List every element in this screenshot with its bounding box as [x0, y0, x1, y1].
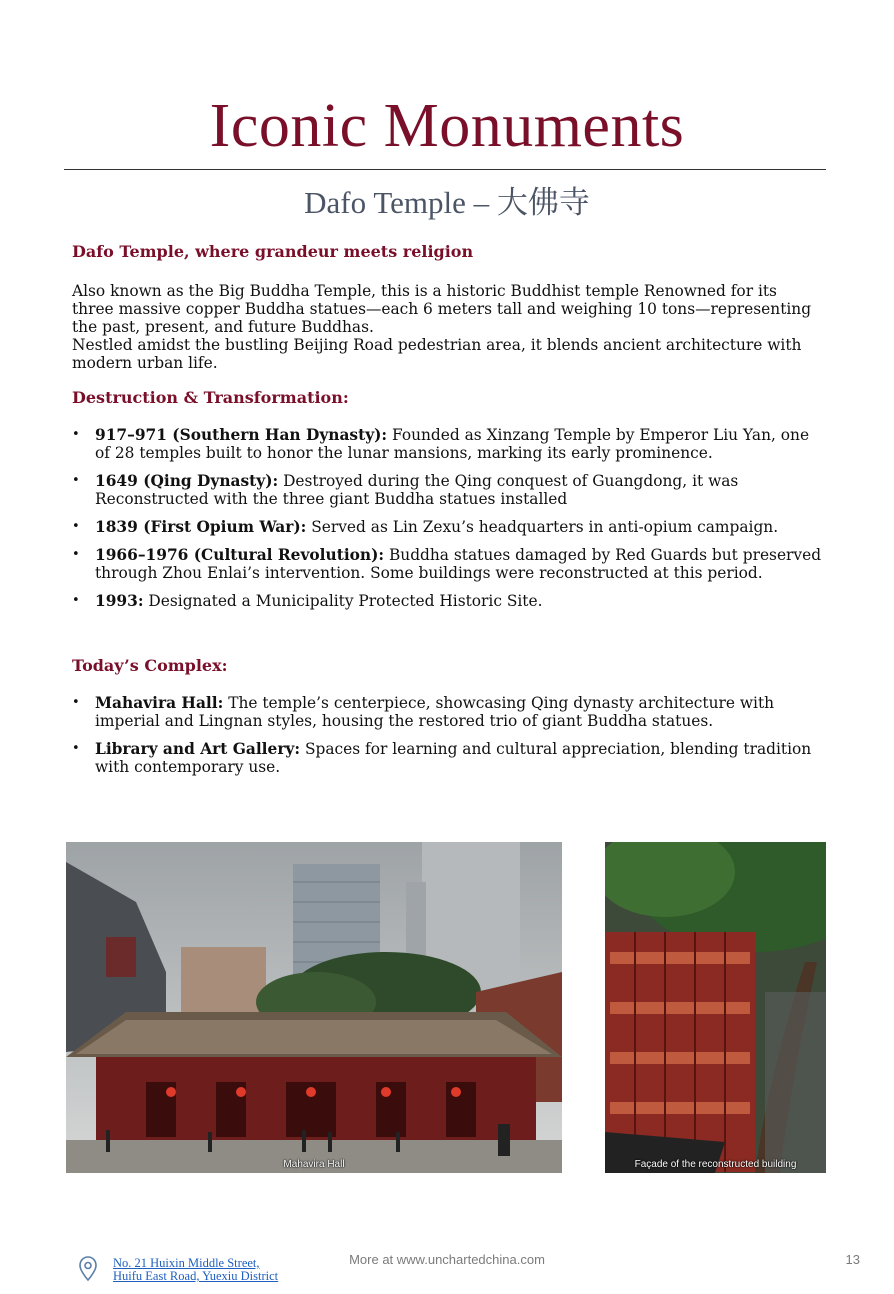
list-item — [72, 740, 822, 776]
facade-illustration — [605, 842, 826, 1173]
title-divider — [64, 169, 826, 170]
list-item — [72, 472, 822, 508]
item-bold: 1649 (Qing Dynasty): — [95, 472, 279, 490]
history-list — [72, 426, 822, 610]
item-bold: 1966–1976 (Cultural Revolution): — [95, 546, 385, 564]
item-text: Spaces for learning and cultural appreciation, blending tradition with contemporary use. — [95, 740, 812, 776]
item-text: Served as Lin Zexu’s headquarters in anti-opium campaign. — [306, 518, 779, 536]
main-content — [72, 240, 822, 786]
list-item — [72, 694, 822, 730]
item-bold: 917–971 (Southern Han Dynasty): — [95, 426, 388, 444]
item-bold: 1993: — [95, 592, 144, 610]
item-text: Founded as Xinzang Temple by Emperor Liu Yan, one of 28 temples built to honor the lunar mansions, marking its early prominence. — [95, 426, 810, 462]
list-item — [72, 592, 822, 610]
website-link[interactable]: More at www.unchartedchina.com — [349, 1252, 545, 1267]
list-item — [72, 426, 822, 462]
item-bold: Library and Art Gallery: — [95, 740, 301, 758]
item-text: The temple’s centerpiece, showcasing Qing dynasty architecture with imperial and Lingnan styles, housing the restored trio of giant Buddha statues. — [95, 694, 775, 730]
mahavira-hall-photo — [66, 842, 562, 1173]
facade-photo — [605, 842, 826, 1173]
address-line-1: No. 21 Huixin Middle Street, — [113, 1256, 260, 1270]
intro-paragraph-1: Also known as the Big Buddha Temple, this is a historic Buddhist temple Renowned for its three massive copper Buddha statues—each 6 meters tall and weighing 10 tons—representing the past, present, and future Buddhas. — [72, 282, 812, 336]
item-bold: Mahavira Hall: — [95, 694, 224, 712]
right-photo-caption: Façade of the reconstructed building — [634, 1159, 797, 1170]
page-subtitle: Dafo Temple – 大佛寺 — [304, 185, 590, 220]
address-line-2: Huifu East Road, Yuexiu District — [113, 1269, 279, 1283]
item-bold: 1839 (First Opium War): — [95, 518, 307, 536]
intro-paragraph-2: Nestled amidst the bustling Beijing Road pedestrian area, it blends ancient architecture with modern urban life. — [72, 336, 802, 372]
page-title: Iconic Monuments — [209, 92, 685, 160]
temple-hall-illustration — [66, 842, 562, 1173]
complex-list — [72, 694, 822, 776]
page-number: 13 — [845, 1252, 860, 1267]
list-item — [72, 546, 822, 582]
intro-heading: Dafo Temple, where grandeur meets religion — [72, 242, 474, 261]
history-heading: Destruction & Transformation: — [72, 388, 349, 407]
item-text: Destroyed during the Qing conquest of Guangdong, it was Reconstructed with the three giant Buddha statues installed — [95, 472, 739, 508]
list-item — [72, 518, 822, 536]
item-text: Buddha statues damaged by Red Guards but preserved through Zhou Enlai’s intervention. Some buildings were reconstructed at this period. — [95, 546, 822, 582]
left-photo-caption: Mahavira Hall — [283, 1159, 345, 1170]
complex-heading: Today’s Complex: — [72, 656, 228, 675]
item-text: Designated a Municipality Protected Historic Site. — [143, 592, 543, 610]
